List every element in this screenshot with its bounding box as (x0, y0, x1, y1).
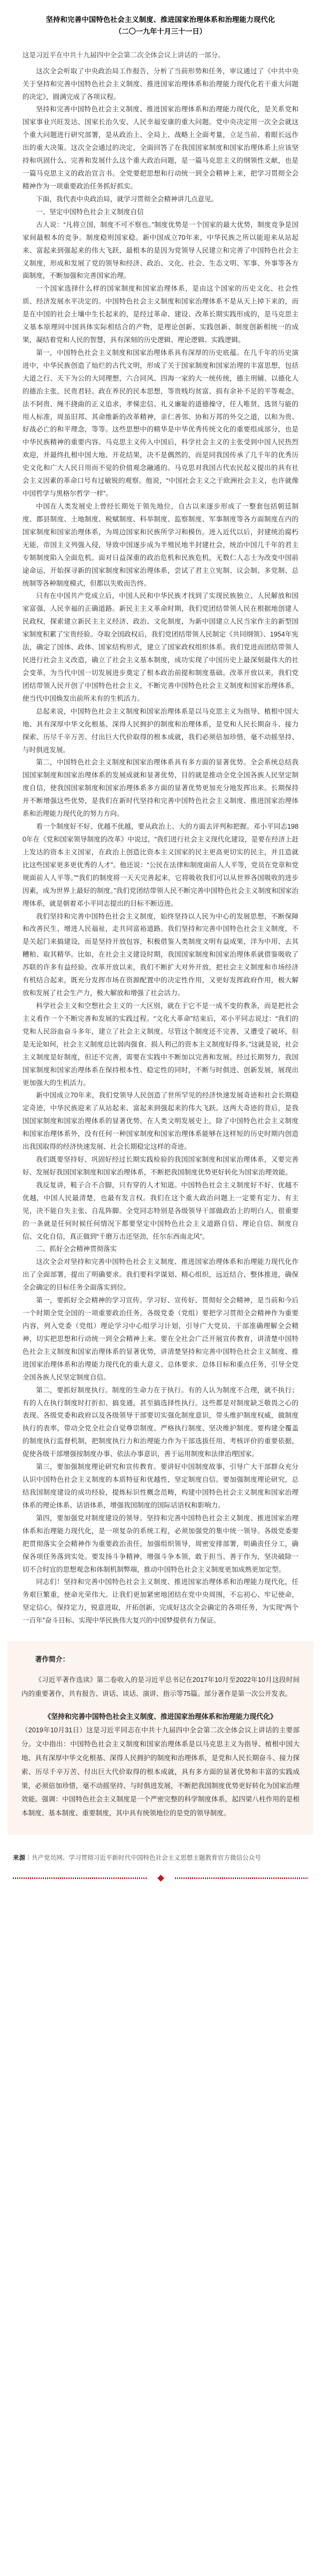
paragraph: 第二，中国特色社会主义制度和国家治理体系具有多方面的显著优势。全会系统总结我国国家制度和国家治理体系的发展成就和显著优势，目的就是推动全党全国各族人民坚定制度自信，使我国国家制度和国家治理体系多方面的显著优势更加充分地发挥出来。长期保持并不断增强这些优势，是我们在新时代坚持和完善中国特色社会主义制度、推进国家治理体系和治理能力现代化的努力方向。 (22, 759, 299, 818)
dotted-rule-right-icon (175, 1877, 309, 1879)
dotted-rule-left-icon (13, 1877, 147, 1879)
section-heading-one: 一、坚定中国特色社会主义制度自信 (36, 208, 144, 216)
paragraph: 我们既要坚持好、巩固好经过长期实践检验的我国国家制度和国家治理体系，又要完善好、发展好我国国家制度和国家治理体系，不断把我国制度优势更好转化为国家治理效能。 (22, 1156, 299, 1176)
paragraph: 只有在中国共产党成立后，中国人民和中华民族才找到了实现民族独立、人民解放和国家富强、人民幸福的正确道路。新民主主义革命时期，我们党团结带领人民在根据地创建人民政权，探索建立新民主主义经济、政治、文化制度，为新中国建立人民当家作主的新型国家制度积累了宝贵经验。夺取全国政权后，我们党团结带领人民制定《共同纲领》、1954年宪法，确定了国体、政体、国家结构形式，建立了国家政权组织体系。我们党进而团结带领人民进行社会主义改造，确立了社会主义基本制度，成功实现了中国历史上最深刻最伟大的社会变革，为当代中国一切发展进步奠定了根本政治前提和制度基础。改革开放以来，我们党团结带领人民开创了中国特色社会主义，不断完善中国特色社会主义制度和国家治理体系，使当代中国焕发出前所未有的生机活力。 (22, 592, 299, 702)
source-separator: ｜ (25, 1854, 32, 1861)
paragraph: 坚持和完善中国特色社会主义制度、推进国家治理体系和治理能力现代化，是关系党和国家事业兴旺发达、国家长治久安、人民幸福安康的重大问题。党中央决定用一次全会就这个重大问题进行研究部署，是从政治上、全局上、战略上全面考量，立足当前、着眼长远作出的重大决策。这次全会通过的决定，全面回答了在我国国家制度和国家治理体系上应该坚持和巩固什么、完善和发展什么这个重大政治问题，是一篇马克思主义的纲领性文献，也是一篇马克思主义的政治宣言书。全党要把思想和行动统一到全会精神上来，把学习贯彻全会精神作为一项重要政治任务抓好抓实。 (22, 105, 299, 190)
footer-divider (0, 1864, 321, 1895)
paragraph: 第三，要加强制度理论研究和宣传教育。要讲好中国制度故事，引导广大干部群众充分认识中国特色社会主义制度的本质特征和优越性，坚定制度自信。要加强制度理论研究，总结我国制度建设的成功经验，提炼标识性概念范畴，构建中国特色社会主义制度和国家治理体系的理论体系、话语体系，增强我国制度的国际话语权和影响力。 (22, 1463, 299, 1509)
page-title: 坚持和完善中国特色社会主义制度、推进国家治理体系和治理能力现代化 (45, 16, 276, 24)
paragraph: 科学社会主义和空想社会主义的一大区别，就在于它不是一成不变的教条，而是把社会主义看作一个不断完善和发展的实践过程。“文化大革命”结束后，邓小平同志说过：“我们的党和人民浴血奋斗多年，建立了社会主义制度。尽管这个制度还不完善，又遭受了破坏，但是无论如何，社会主义制度总比弱肉强食、损人利己的资本主义制度好得多。”这就是说，社会主义制度是好制度，但还不完善，需要在实践中不断加以完善和发展。经过长期努力，我国国家制度和国家治理体系在保持根本性、稳定性的同时，不断与时俱进、创新发展，展现出更加强大的生机活力。 (22, 1002, 299, 1087)
source-line (0, 1835, 321, 1864)
paragraph: 第一，中国特色社会主义制度和国家治理体系具有深厚的历史底蕴。在几千年的历史演进中，中华民族创造了灿烂的古代文明，形成了关于国家制度和国家治理的丰富思想，包括大道之行、天下为公的大同理想，六合同风、四海一家的大一统传统，德主刑辅、以德化人的德治主张，民贵君轻、政在养民的民本思想，等贵贱均贫富、损有余补不足的平等观念，法不阿贵、绳不挠曲的正义追求，孝悌忠信、礼义廉耻的道德操守，任人唯贤、选贤与能的用人标准，周虽旧邦、其命维新的改革精神，亲仁善邻、协和万邦的外交之道，以和为贵、好战必亡的和平理念，等等。这些思想中的精华是中华优秀传统文化的重要组成部分，也是中华民族精神的重要内容。马克思主义传入中国后，科学社会主义的主张受到中国人民热烈欢迎，并最终扎根中国大地、开花结果，决不是偶然的，而是同我国传承了几千年的优秀历史文化和广大人民日用而不觉的价值观念融通的。马克思对我国古代农民起义提出的具有社会主义因素的革命口号有过敏锐的观察。他说，“中国社会主义之于欧洲社会主义，也许就像中国哲学与黑格尔哲学一样”。 (22, 348, 299, 498)
work-intro-box (7, 1641, 314, 1835)
work-intro-title: 著作简介： (35, 1655, 70, 1664)
work-description: （2019年10月31日）这是习近平同志在中共十九届四中全会第二次全体会议上讲话的主要部分。文中指出：中国特色社会主义制度和国家治理体系是以马克思主义为指导、植根中国大地、具有深厚中华文化根基、深得人民拥护的制度和治理体系，是党和人民长期奋斗、接力探索、历尽千辛万苦、付出巨大代价取得的根本成就，具有多方面的显著优势和丰富的实践成果，必须倍加珍惜，毫不动摇坚持、与时俱进发展，不断把我国制度优势更好转化为国家治理效能。强调：中国特色社会主义制度是一个严密完整的科学制度体系，起四梁八柱作用的是根本制度、基本制度、重要制度，其中具有统领地位的是党的领导制度。 (21, 1726, 300, 1817)
paragraph: 第四，要加强党对制度建设的领导。坚持和完善中国特色社会主义制度、推进国家治理体系和治理能力现代化，是一项复杂的系统工程，必须加强党的集中统一领导。各级党委要把贯彻落实全会精神作为重要政治责任，加强组织领导，周密安排部署，明确责任分工，确保各项任务落到实处。要发扬斗争精神，增强斗争本领，敢于担当、善于作为，坚决破除一切不合时宜的思想观念和体制机制弊端，推动中国特色社会主义制度更加成熟更加定型。 (22, 1514, 299, 1573)
paragraph: 这次全会听取了中央政治局工作报告，分析了当前形势和任务，审议通过了《中共中央关于坚持和完善中国特色社会主义制度、推进国家治理体系和治理能力现代化若干重大问题的决定》，圆满完成了各项议程。 (22, 67, 299, 101)
paragraph: 我反复讲，鞋子合不合脚，只有穿的人才知道。中国特色社会主义制度好不好、优越不优越，中国人民最清楚，也最有发言权。我们在这个重大政治问题上一定要有定力、有主见，决不能自失主张、自乱阵脚。全党同志特别是各级领导干部做政治上的明白人，很重要的一条就是任何时候任何情况下都要坚定中国特色社会主义道路自信、理论自信、制度自信、文化自信，真正做到“千磨万击还坚劲，任尔东西南北风”。 (22, 1181, 299, 1240)
paragraph: 新中国成立70年来，我们党领导人民创造了世所罕见的经济快速发展奇迹和社会长期稳定奇迹，中华民族迎来了从站起来、富起来到强起来的伟大飞跃。这两大奇迹的背后，是我国国家制度和国家治理体系的显著优势。在人类文明发展史上，除了中国特色社会主义制度和国家治理体系外，没有任何一种国家制度和国家治理体系能够在这样短的历史时期内创造出我国取得的经济快速发展、社会长期稳定这样的奇迹。 (22, 1092, 299, 1151)
paragraph: 一个国家选择什么样的国家制度和国家治理体系，是由这个国家的历史文化、社会性质、经济发展水平决定的。中国特色社会主义制度和国家治理体系不是从天上掉下来的，而是在中国的社会土壤中生长起来的，是经过革命、建设、改革长期实践形成的，是马克思主义基本原理同中国具体实际相结合的产物，是理论创新、实践创新、制度创新相统一的成果，凝结着党和人民的智慧，具有深刻的历史逻辑、理论逻辑、实践逻辑。 (22, 285, 299, 344)
paragraph: 我们坚持和完善中国特色社会主义制度，始终坚持以人民为中心的发展思想，不断保障和改善民生、增进人民福祉，走共同富裕道路。我们坚持和完善中国特色社会主义制度，不是关起门来搞建设，而是坚持开放包容，积极借鉴人类制度文明有益成果，洋为中用、去其糟粕、取其精华。比如，在社会主义建设时期，我国国家制度和国家治理体系就借鉴吸收了苏联的许多有益经验。改革开放以来，我们不断扩大对外开放，把社会主义制度和市场经济有机结合起来，既充分发挥市场在资源配置中的决定性作用，又更好发挥政府作用，极大解放和发展了社会生产力，极大解放和增强了社会活力。 (22, 912, 299, 997)
source-label: 来源 (13, 1854, 26, 1861)
work-intro-paragraph: 《习近平著作选读》第二卷收入的是习近平总书记在2017年10月至2022年10月这段时间内的重要著作，共有报告、讲话、谈话、演讲、指示等75篇。部分著作是第一次公开发表。 (21, 1676, 300, 1698)
title-block (0, 0, 321, 37)
article-note: 这是习近平在中共十九届四中全会第二次全体会议上讲话的一部分。 (22, 51, 225, 59)
paragraph: 古人说：“凡将立国，制度不可不察也。”制度优势是一个国家的最大优势，制度竞争是国家间最根本的竞争。制度稳则国家稳。新中国成立70年来，中华民族之所以能迎来从站起来、富起来到强起来的伟大飞跃，最根本的是因为党领导人民建立和完善了中国特色社会主义制度，形成和发展了党的领导和经济、政治、文化、社会、生态文明、军事、外事等各方面制度，不断加强和完善国家治理。 (22, 221, 299, 280)
paragraph: 第一，要抓好全会精神的学习宣传。学习好、宣传好、贯彻好全会精神，是当前和今后一个时期全党全国的一项重要政治任务。各级党委（党组）要把学习贯彻全会精神作为重要内容，列入党委（党组）理论学习中心组学习计划，引导广大党员、干部准确理解全会精神，切实把思想和行动统一到全会精神上来。要在全社会广泛开展宣传教育，讲清楚中国特色社会主义制度和国家治理体系的显著优势，讲清楚坚持和完善中国特色社会主义制度、推进国家治理体系和治理能力现代化的重大意义、总体要求、总体目标和重点任务，引导全党全国各族人民坚定制度自信。 (22, 1297, 299, 1381)
article-body (0, 62, 321, 1627)
article-date: （二〇一九年十月三十一日） (114, 27, 207, 36)
paragraph: 总起来说，中国特色社会主义制度和国家治理体系是以马克思主义为指导、植根中国大地、具有深厚中华文化根基、深得人民拥护的制度和治理体系，是党和人民长期奋斗、接力探索、历尽千辛万苦、付出巨大代价取得的根本成就，我们必须倍加珍惜，毫不动摇坚持、与时俱进发展。 (22, 707, 299, 754)
paragraph: 这次全会对坚持和完善中国特色社会主义制度、推进国家治理体系和治理能力现代化作出了全面部署，提出了明确要求。我们要科学谋划、精心组织，远近结合、整体推进，确保全会确定的目标任务全面落实到位。 (22, 1258, 299, 1292)
work-title: 《坚持和完善中国特色社会主义制度、推进国家治理体系和治理能力现代化》 (44, 1713, 277, 1721)
section-heading-two: 二、抓好全会精神贯彻落实 (36, 1245, 117, 1253)
paragraph: 同志们！坚持和完善中国特色社会主义制度、推进国家治理体系和治理能力现代化，任务艰巨繁重，使命光荣伟大。让我们更加紧密地团结在党中央周围，不忘初心、牢记使命，坚定信心，保持定力，锐意进取，开拓创新，完成好这次全会确定的各项任务，为实现“两个一百年”奋斗目标、实现中华民族伟大复兴的中国梦提供有力保证。 (22, 1578, 299, 1625)
paragraph: 中国在人类发展史上曾经长期处于领先地位，自古以来逐步形成了一整套包括朝廷制度、郡县制度、土地制度、税赋制度、科举制度、监察制度、军事制度等各方面制度在内的国家制度和国家治理体系，为周边国家和民族所学习和模仿。进入近代以后，封建统治腐朽无能，帝国主义列强入侵，导致中国逐步成为半殖民地半封建社会，统治中国几千年的君主专制制度陷入全面危机。面对日益深重的政治危机和民族危机，无数仁人志士为改变中国前途命运，开始探寻新的国家制度和国家治理体系，尝试了君主立宪制、议会制、多党制、总统制等各种制度模式，但都以失败而告终。 (22, 503, 299, 587)
paragraph: 下面，我代表中央政治局，就学习贯彻全会精神讲几点意见。 (36, 195, 218, 203)
paragraph: 第二，要抓好制度执行。制度的生命力在于执行。有的人认为制度不合理，就不执行；有的人在执行制度时打折扣、搞变通，甚至搞选择性执行。这些都是对制度缺乏敬畏之心的表现。各级党委和政府以及各级领导干部要切实强化制度意识，带头维护制度权威，做制度执行的表率，带动全党全社会自觉尊崇制度、严格执行制度、坚决维护制度。要构建全覆盖的制度执行监督机制，把制度执行力和治理能力作为干部选拔任用、考核评价的重要依据，促使各级干部增强按制度办事、依法办事意识，善于运用制度和法律治理国家。 (22, 1386, 299, 1458)
paragraph: 看一个制度好不好、优越不优越，要从政治上、大的方面去评判和把握。邓小平同志1980年在《党和国家领导制度的改革》中说过，“我们进行社会主义现代化建设，是要在经济上赶上发达的资本主义国家，在政治上创造比资本主义国家的民主更高更切实的民主，并且造就比这些国家更多更优秀的人才”。他还说：“公民在法律和制度面前人人平等，党员在党章和党规面前人人平等。”“我们的制度将一天天完善起来，它将吸收我们可以从世界各国吸收的进步因素，成为世界上最好的制度。”我们党团结带领人民不断完善中国特色社会主义制度和国家治理体系，就是朝着邓小平同志提出的目标不断迈进。 (22, 823, 299, 907)
spacer (0, 1627, 321, 1641)
diamond-icon (157, 1875, 164, 1882)
source-value: 共产党员网、学习贯彻习近平新时代中国特色社会主义思想主题教育官方微信公众号 (31, 1854, 261, 1861)
